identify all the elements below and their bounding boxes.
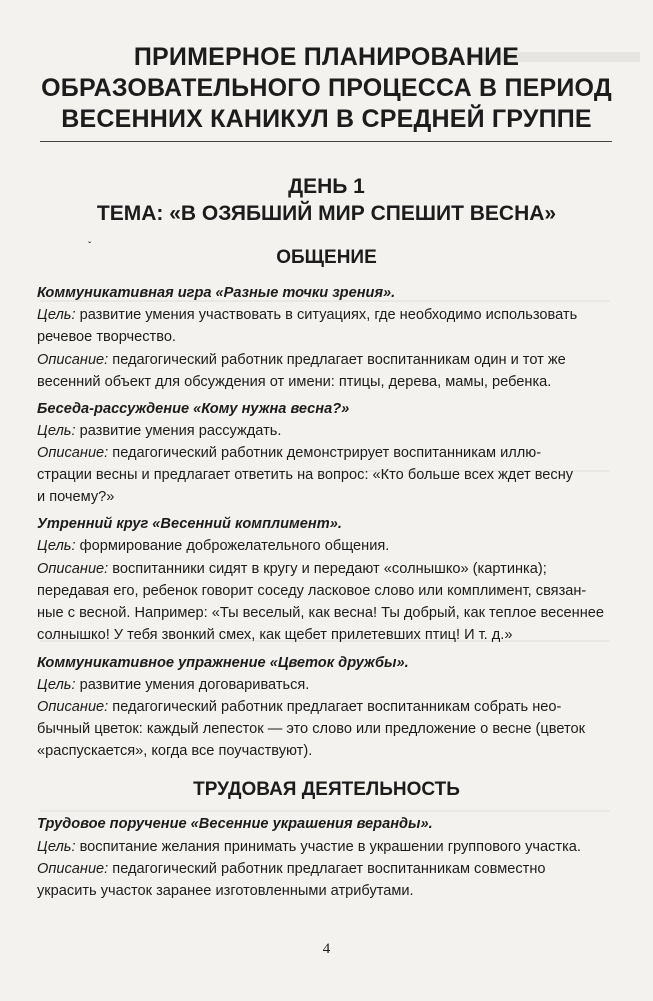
description-text-2: украсить участок заранее изготовленными атрибутами.: [37, 883, 414, 899]
description-text-2: передавая его, ребенок говорит соседу ласковое слово или комплимент, связан-: [37, 583, 587, 599]
goal-text: воспитание желания принимать участие в украшении группового участка.: [79, 839, 581, 855]
goal-text: развитие умения участвовать в ситуациях, где необходимо использовать: [79, 307, 578, 323]
description-text: воспитанники сидят в кругу и передают «солнышко» (картинка);: [112, 561, 547, 577]
description-paragraph: [37, 697, 617, 719]
description-paragraph: [37, 859, 617, 881]
description-paragraph-cont: [37, 372, 617, 394]
description-paragraph-cont: [37, 625, 617, 647]
day-label: ДЕНЬ 1: [288, 175, 365, 198]
goal-paragraph: [37, 421, 617, 443]
day-heading: [0, 173, 653, 227]
activity-heading-text: Коммуникативная игра «Разные точки зрения».: [37, 285, 396, 301]
goal-text: развитие умения договариваться.: [79, 677, 310, 693]
goal-text-2: речевое творчество.: [37, 329, 176, 345]
description-paragraph-cont: [37, 581, 617, 603]
description-text-3: ные с весной. Например: «Ты веселый, как весна! Ты добрый, как теплое весеннее: [37, 605, 605, 621]
description-label: Описание:: [37, 561, 109, 577]
description-text-2: страции весны и предлагает ответить на вопрос: «Кто больше всех ждет весну: [37, 467, 574, 483]
description-paragraph-cont: [37, 487, 617, 509]
activity-heading: [37, 514, 617, 536]
goal-label: Цель:: [37, 677, 76, 693]
description-label: Описание:: [37, 352, 109, 368]
activity-heading-text: Коммуникативное упражнение «Цветок дружбы».: [37, 655, 409, 671]
activity-heading: [37, 283, 617, 305]
goal-paragraph: [37, 305, 617, 327]
activity-heading: [37, 814, 617, 836]
activity-heading-text: Утренний круг «Весенний комплимент».: [37, 516, 342, 532]
goal-label: Цель:: [37, 839, 76, 855]
description-text-2: бычный цветок: каждый лепесток — это слово или предложение о весне (цветок: [37, 721, 586, 737]
goal-label: Цель:: [37, 423, 76, 439]
description-text: педагогический работник демонстрирует воспитанникам иллю-: [112, 445, 542, 461]
title-divider: [40, 141, 612, 142]
activity-heading-text: Трудовое поручение «Весенние украшения веранды».: [37, 816, 433, 832]
activity-heading: [37, 653, 617, 675]
goal-paragraph: [37, 675, 617, 697]
description-paragraph-cont: [37, 881, 617, 903]
goal-label: Цель:: [37, 307, 76, 323]
goal-label: Цель:: [37, 538, 76, 554]
activity-heading: [37, 399, 617, 421]
activity-heading-text: Беседа-рассуждение «Кому нужна весна?»: [37, 401, 350, 417]
description-paragraph: [37, 350, 617, 372]
section-heading-communication: ОБЩЕНИЕ: [276, 247, 377, 268]
description-paragraph-cont: [37, 741, 617, 763]
description-paragraph-cont: [37, 603, 617, 625]
description-text-2: весенний объект для обсуждения от имени: птицы, дерева, мамы, ребенка.: [37, 374, 552, 390]
description-label: Описание:: [37, 699, 109, 715]
description-paragraph: [37, 559, 617, 581]
goal-paragraph: [37, 536, 617, 558]
description-text: педагогический работник предлагает воспитанникам один и тот же: [112, 352, 566, 368]
description-paragraph-cont: [37, 465, 617, 487]
description-text: педагогический работник предлагает воспитанникам совместно: [112, 861, 546, 877]
description-text-4: солнышко! У тебя звонкий смех, как щебет прилетевших птиц! И т. д.»: [37, 627, 513, 643]
goal-paragraph: [37, 837, 617, 859]
description-paragraph: [37, 443, 617, 465]
description-label: Описание:: [37, 445, 109, 461]
goal-text: формирование доброжелательного общения.: [79, 538, 390, 554]
description-paragraph-cont: [37, 719, 617, 741]
section-heading-labor: ТРУДОВАЯ ДЕЯТЕЛЬНОСТЬ: [193, 779, 460, 800]
goal-paragraph-cont: [37, 327, 617, 349]
description-text-3: и почему?»: [37, 489, 115, 505]
goal-text: развитие умения рассуждать.: [79, 423, 282, 439]
theme-label: ТЕМА: «В ОЗЯБШИЙ МИР СПЕШИТ ВЕСНА»: [96, 202, 557, 225]
description-text: педагогический работник предлагает воспитанникам собрать нео-: [112, 699, 562, 715]
stray-mark: ˇ: [88, 241, 92, 252]
title-line-2: ОБРАЗОВАТЕЛЬНОГО ПРОЦЕССА В ПЕРИОД: [41, 74, 612, 102]
description-text-3: «распускается», когда все поучаствуют).: [37, 743, 313, 759]
description-label: Описание:: [37, 861, 109, 877]
title-line-1: ПРИМЕРНОЕ ПЛАНИРОВАНИЕ: [133, 43, 520, 71]
page-title: [0, 42, 653, 135]
page-number: 4: [322, 941, 331, 957]
title-line-3: ВЕСЕННИХ КАНИКУЛ В СРЕДНЕЙ ГРУППЕ: [61, 105, 592, 133]
